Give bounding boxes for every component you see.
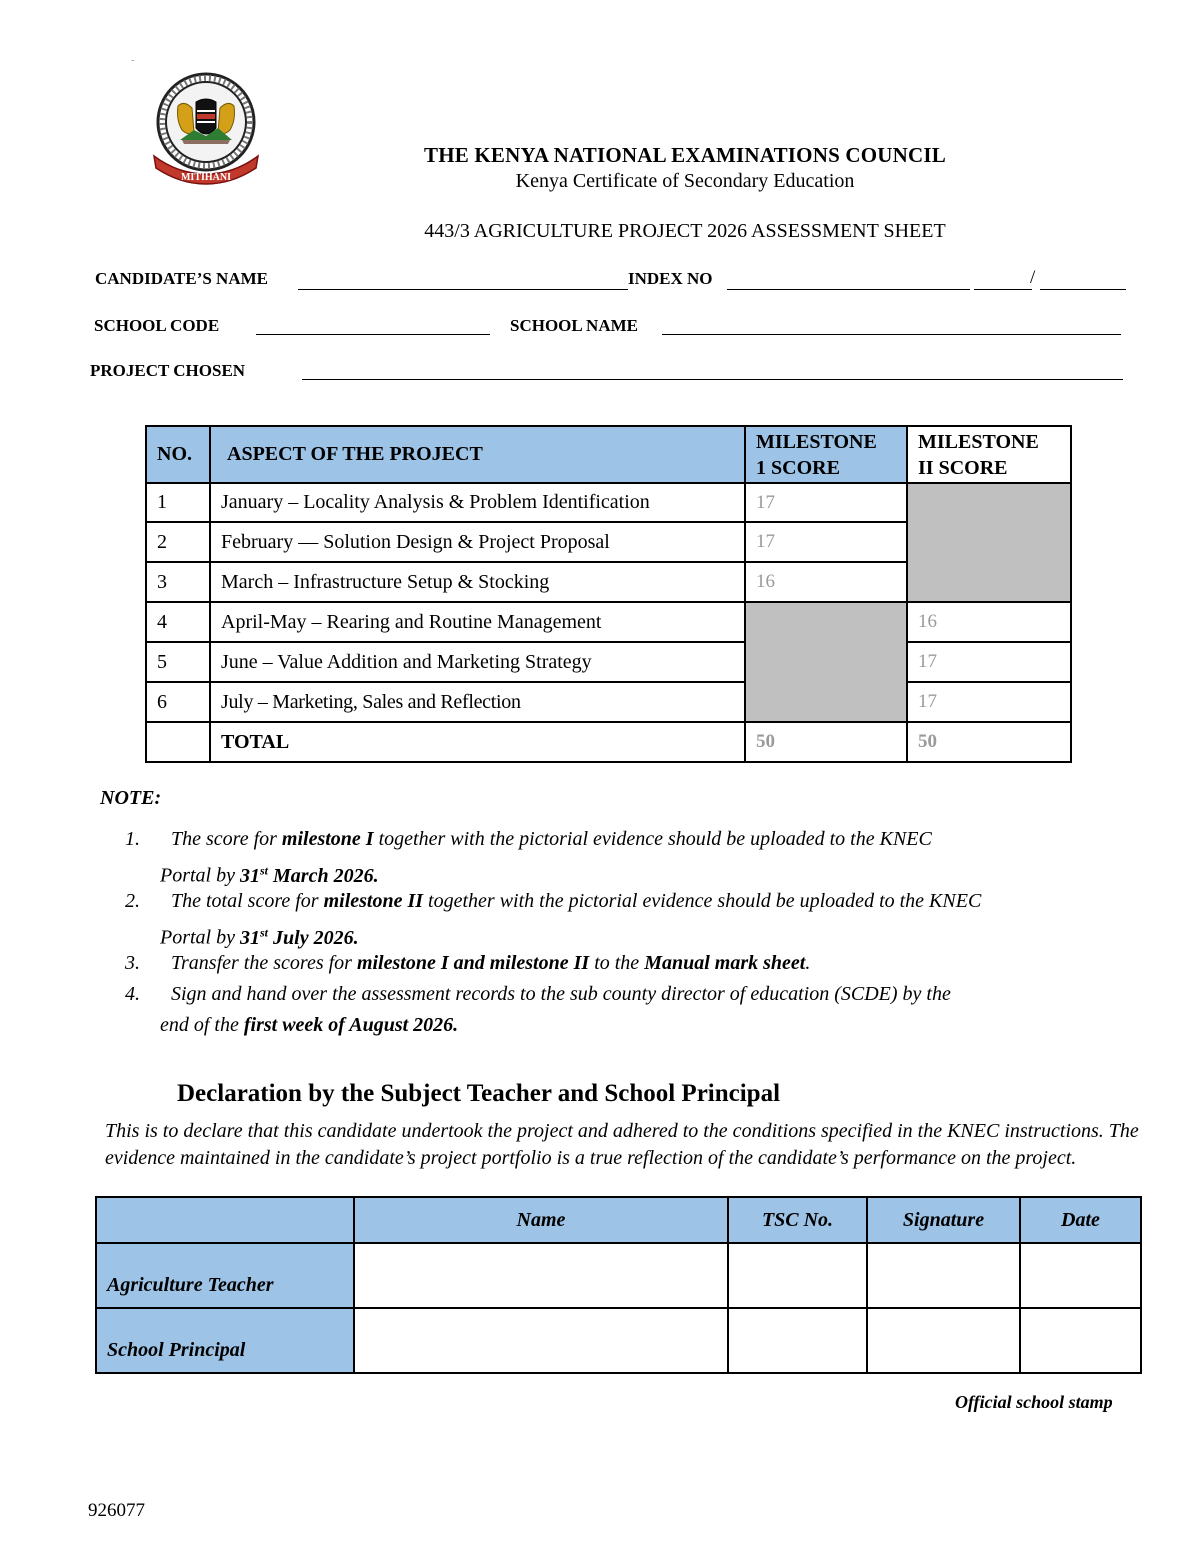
- school-code-field[interactable]: [256, 334, 490, 335]
- header-m1-line2: 1 SCORE: [756, 456, 840, 479]
- declaration-text: This is to declare that this candidate undertook the project and adhered to the conditions specified in the KNEC instructions. The evidence maintained in the candidate’s project portfolio is a true reflection of the candidate’s performance on the project.: [105, 1120, 1139, 1169]
- note-date: 31: [240, 864, 260, 887]
- note-date: July 2026.: [268, 926, 359, 949]
- milestone-1-score[interactable]: 16: [745, 562, 907, 602]
- principal-tsc-cell[interactable]: [728, 1308, 867, 1373]
- note-text: .: [805, 952, 811, 974]
- index-no-suffix-field[interactable]: [1040, 289, 1126, 290]
- header-m2-line2: II SCORE: [918, 456, 1008, 479]
- column-name: Name: [354, 1197, 728, 1243]
- row-number: 6: [146, 682, 210, 722]
- note-text: Portal by: [160, 864, 240, 887]
- header-no: NO.: [146, 426, 210, 483]
- row-aspect: April-May – Rearing and Routine Management: [210, 602, 745, 642]
- declaration-title: Declaration by the Subject Teacher and School Principal: [177, 1080, 781, 1107]
- milestone-1-disabled-cell: [745, 602, 907, 722]
- table-row: [146, 642, 1071, 682]
- note-item-2: [125, 886, 1135, 954]
- row-number: 3: [146, 562, 210, 602]
- teacher-name-cell[interactable]: [354, 1243, 728, 1308]
- milestone-2-score[interactable]: 16: [907, 602, 1071, 642]
- note-item-1: [125, 824, 1135, 892]
- organization-title: THE KENYA NATIONAL EXAMINATIONS COUNCIL: [423, 143, 946, 167]
- note-text: Sign and hand over the assessment records to the sub county director of education (SCDE) by the: [171, 983, 951, 1005]
- milestone-1-score[interactable]: 17: [745, 483, 907, 522]
- milestone-2-score[interactable]: 17: [907, 642, 1071, 682]
- table-row: [146, 602, 1071, 642]
- row-aspect: March – Infrastructure Setup & Stocking: [210, 562, 745, 602]
- assessment-table: [145, 425, 1072, 763]
- logo-banner-text: MITIHANI: [180, 172, 232, 183]
- note-number: 2.: [125, 890, 140, 912]
- official-stamp-label: Official school stamp: [955, 1392, 1113, 1412]
- column-tsc-no: TSC No.: [728, 1197, 867, 1243]
- principal-name-cell[interactable]: [354, 1308, 728, 1373]
- index-separator: /: [1030, 267, 1036, 288]
- milestone-2-score[interactable]: 17: [907, 682, 1071, 722]
- teacher-date-cell[interactable]: [1020, 1243, 1141, 1308]
- milestone-2-total[interactable]: 50: [907, 722, 1071, 762]
- row-aspect: June – Value Addition and Marketing Strategy: [210, 642, 745, 682]
- project-chosen-field[interactable]: [302, 379, 1123, 380]
- declaration-row-teacher: [96, 1243, 1141, 1308]
- milestone-1-total[interactable]: 50: [745, 722, 907, 762]
- note-text: together with the pictorial evidence should be uploaded to the KNEC: [373, 828, 932, 850]
- principal-signature-cell[interactable]: [867, 1308, 1020, 1373]
- row-aspect: February — Solution Design & Project Proposal: [210, 522, 745, 562]
- index-no-field[interactable]: [727, 289, 970, 290]
- note-text: The score for: [171, 828, 282, 850]
- note-number: 3.: [125, 952, 140, 974]
- school-name-field[interactable]: [662, 334, 1121, 335]
- header-milestone-1: [745, 426, 907, 483]
- document-number: 926077: [88, 1500, 145, 1521]
- index-no-label: INDEX NO: [628, 269, 713, 288]
- note-date-suffix: st: [260, 863, 269, 877]
- note-emphasis: milestone I and milestone II: [356, 952, 590, 974]
- column-date: Date: [1020, 1197, 1141, 1243]
- milestone-2-disabled-cell: [907, 483, 1071, 602]
- note-emphasis: first week of August 2026.: [243, 1014, 459, 1036]
- total-label: TOTAL: [210, 722, 745, 762]
- note-date: March 2026.: [268, 864, 379, 887]
- project-chosen-label: PROJECT CHOSEN: [90, 361, 246, 380]
- declaration-row-principal: [96, 1308, 1141, 1373]
- header-m1-line1: MILESTONE: [756, 430, 877, 453]
- note-emphasis: Manual mark sheet: [644, 952, 806, 974]
- milestone-1-score[interactable]: 17: [745, 522, 907, 562]
- table-header-row: [146, 426, 1071, 483]
- table-row: [146, 682, 1071, 722]
- index-no-year-field[interactable]: [974, 289, 1032, 290]
- note-text: together with the pictorial evidence should be uploaded to the KNEC: [423, 890, 982, 912]
- school-code-label: SCHOOL CODE: [94, 316, 220, 335]
- principal-date-cell[interactable]: [1020, 1308, 1141, 1373]
- note-number: 1.: [125, 828, 140, 850]
- total-number-cell: [146, 722, 210, 762]
- header-m2-line1: MILESTONE: [918, 430, 1039, 453]
- note-emphasis: milestone I: [281, 828, 374, 850]
- row-aspect: January – Locality Analysis & Problem Identification: [210, 483, 745, 522]
- sheet-title: 443/3 AGRICULTURE PROJECT 2026 ASSESSMENT SHEET: [424, 220, 946, 242]
- header-milestone-2: [907, 426, 1071, 483]
- header-aspect: ASPECT OF THE PROJECT: [210, 426, 745, 483]
- note-date-suffix: st: [260, 925, 269, 939]
- note-item-4: [125, 979, 1135, 1041]
- declaration-header-row: [96, 1197, 1141, 1243]
- note-item-3: [125, 948, 1135, 979]
- row-number: 4: [146, 602, 210, 642]
- table-row: [146, 483, 1071, 522]
- table-total-row: [146, 722, 1071, 762]
- candidate-name-label: CANDIDATE’S NAME: [95, 269, 268, 288]
- note-text: Portal by: [160, 926, 240, 949]
- teacher-signature-cell[interactable]: [867, 1243, 1020, 1308]
- candidate-name-field[interactable]: [298, 289, 628, 290]
- note-text: end of the: [160, 1014, 244, 1036]
- note-text: to the: [589, 952, 645, 974]
- note-number: 4.: [125, 983, 140, 1005]
- row-number: 2: [146, 522, 210, 562]
- row-aspect: July – Marketing, Sales and Reflection: [210, 682, 745, 722]
- school-name-label: SCHOOL NAME: [510, 316, 638, 335]
- row-number: 1: [146, 483, 210, 522]
- role-school-principal: School Principal: [96, 1308, 354, 1373]
- note-text: The total score for: [171, 890, 324, 912]
- declaration-corner-cell: [96, 1197, 354, 1243]
- row-number: 5: [146, 642, 210, 682]
- note-emphasis: milestone II: [323, 890, 424, 912]
- role-agriculture-teacher: Agriculture Teacher: [96, 1243, 354, 1308]
- teacher-tsc-cell[interactable]: [728, 1243, 867, 1308]
- note-date: 31: [240, 926, 260, 949]
- note-text: Transfer the scores for: [171, 952, 357, 974]
- certificate-subtitle: Kenya Certificate of Secondary Education: [515, 170, 855, 192]
- note-title: NOTE:: [100, 787, 162, 809]
- mark-dot: -: [131, 55, 135, 66]
- column-signature: Signature: [867, 1197, 1020, 1243]
- declaration-table: [95, 1196, 1142, 1374]
